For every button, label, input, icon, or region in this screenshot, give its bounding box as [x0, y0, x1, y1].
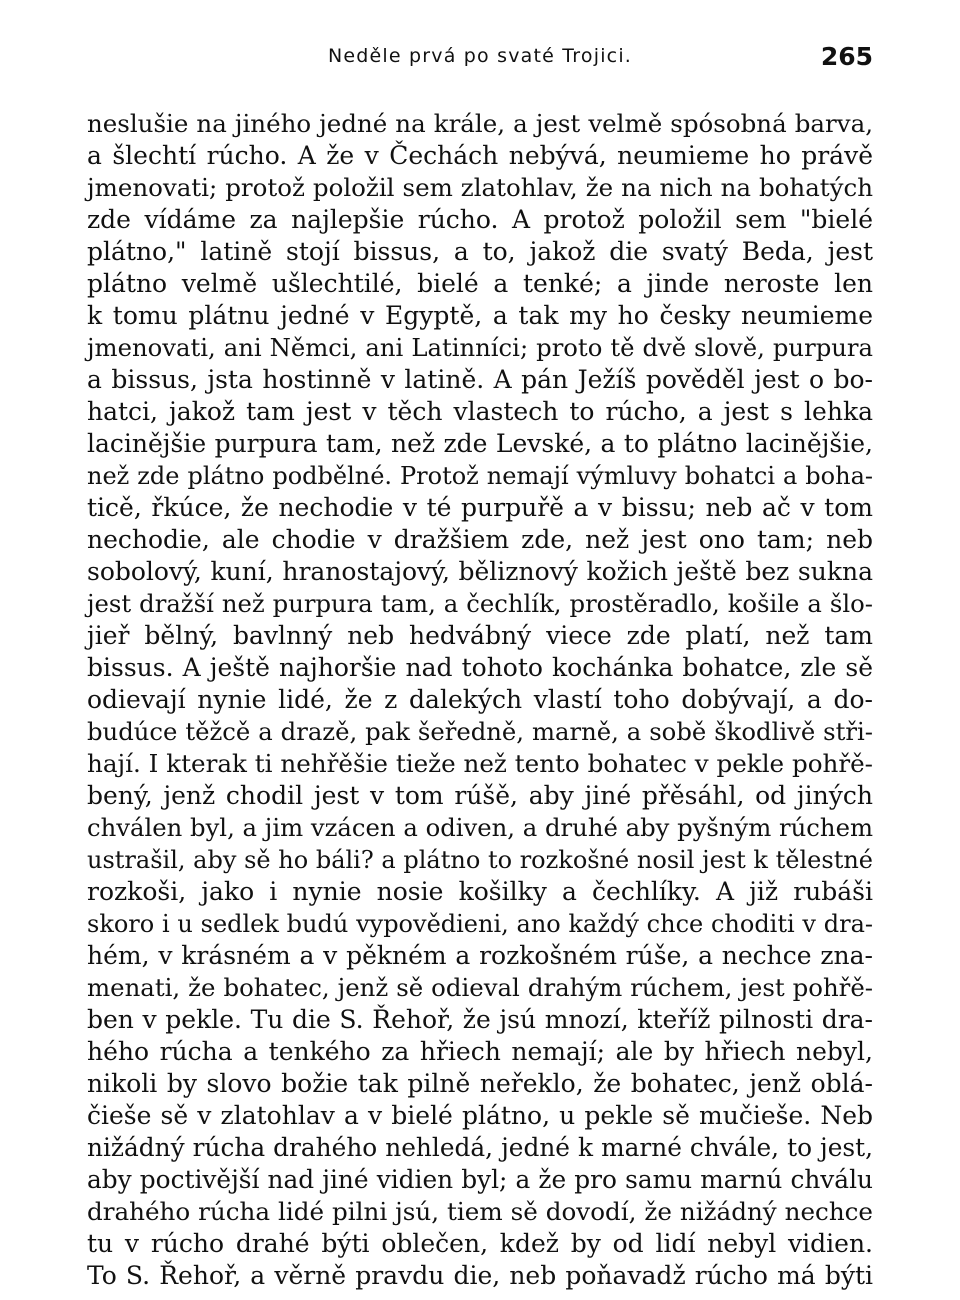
text-line: aby poctivější nad jiné vidien byl; a že pro samu marnú chválu	[87, 1165, 873, 1194]
text-line: a bissus, jsta hostinně v latině. A pán Ježíš pověděl jest o bo-	[87, 365, 873, 394]
text-line: hého rúcha a tenkého za hřiech nemají; ale by hřiech nebyl,	[87, 1037, 873, 1066]
text-line: budúce těžcě a drazě, pak šeředně, marně, a sobě škodlivě stři-	[87, 717, 873, 746]
text-line: ustrašil, aby sě ho báli? a plátno to rozkošné nosil jest k tělestné	[87, 846, 873, 874]
text-line: bissus. A ještě najhoršie nad tohoto kochánka bohatce, zle sě	[87, 653, 873, 682]
running-title: Neděle prvá po svaté Trojici.	[327, 45, 633, 67]
text-line: drahého rúcha lidé pilni jsú, tiem sě dovodí, že nižádný nechce	[87, 1197, 873, 1226]
text-line: nechodie, ale chodie v dražšiem zde, než jest ono tam; neb	[87, 525, 873, 554]
text-line: než zde plátno podbělné. Protož nemají výmluvy bohatci a boha-	[87, 462, 873, 490]
text-line: plátno velmě ušlechtilé, bielé a tenké; a jinde neroste len	[87, 269, 873, 298]
text-line: a šlechtí rúcho. A že v Čechách nebývá, neumieme ho právě	[87, 141, 873, 170]
body-text	[87, 108, 873, 1292]
page-number: 265	[820, 42, 873, 71]
text-line: plátno," latině stojí bissus, a to, jakož die svatý Beda, jest	[87, 237, 873, 266]
text-line: neslušie na jiného jedné na krále, a jest velmě spósobná barva,	[87, 109, 873, 138]
text-line: hém, v krásném a v pěkném a rozkošném rúše, a nechce zna-	[87, 941, 873, 970]
text-line: menati, že bohatec, jenž sě odieval drahým rúchem, jest pohřě-	[87, 973, 873, 1002]
text-line: nikoli by slovo božie tak pilně neřeklo, že bohatec, jenž oblá-	[87, 1069, 873, 1098]
text-line: ben v pekle. Tu die S. Řehoř, že jsú mnozí, kteříž pilnosti dra-	[87, 1005, 873, 1034]
text-line: To S. Řehoř, a věrně pravdu die, neb poňavadž rúcho má býti	[87, 1261, 873, 1290]
text-line: zde vídáme za najlepšie rúcho. A protož položil sem "bielé	[87, 205, 873, 234]
text-line: jmenovati, ani Němci, ani Latinníci; proto tě dvě slově, purpura	[87, 333, 873, 362]
text-line: k tomu plátnu jedné v Egyptě, a tak my ho česky neumieme	[87, 301, 873, 330]
text-line: lacinějšie purpura tam, než zde Levské, a to plátno lacinějšie,	[87, 429, 873, 458]
text-line: jest dražší než purpura tam, a čechlík, prostěradlo, košile a šlo-	[87, 589, 873, 618]
text-line: skoro i u sedlek budú vypovědieni, ano každý chce choditi v dra-	[87, 910, 873, 938]
text-line: odievají nynie lidé, že z dalekých vlastí toho dobývají, a do-	[87, 685, 873, 714]
text-line: jmenovati; protož položil sem zlatohlav, že na nich na bohatých	[87, 173, 873, 202]
text-line: bený, jenž chodil jest v tom rúšě, aby jiné přěsáhl, od jiných	[87, 781, 873, 810]
text-line: čiešе sě v zlatohlav a v bielé plátno, u pekle sě mučieše. Neb	[87, 1101, 873, 1130]
text-line: hají. I kterak ti nehřěšie tieže než tento bohatec v pekle pohřě-	[87, 749, 873, 778]
text-line: rozkoši, jako i nynie nosie košilky a čechlíky. A již rubáši	[87, 877, 873, 906]
text-line: tu v rúcho drahé býti oblečen, kdež by od lidí nebyl vidien.	[87, 1229, 873, 1258]
text-line: jieř bělný, bavlnný neb hedvábný viece zde platí, než tam	[87, 621, 873, 650]
text-line: ticě, řkúce, že nechodie v té purpuřě a v bissu; neb ač v tom	[87, 493, 873, 522]
text-line: chválen byl, a jim vzácen a odiven, a druhé aby pyšným rúchem	[87, 813, 873, 842]
text-line: nižádný rúcha drahého nehledá, jedné k marné chvále, to jest,	[87, 1133, 873, 1162]
running-head	[87, 40, 873, 76]
text-line: hatci, jakož tam jest v těch vlastech to rúcho, a jest s lehka	[87, 397, 873, 426]
text-line: sobolový, kuní, hranostajový, běliznový kožich ještě bez sukna	[87, 557, 873, 586]
